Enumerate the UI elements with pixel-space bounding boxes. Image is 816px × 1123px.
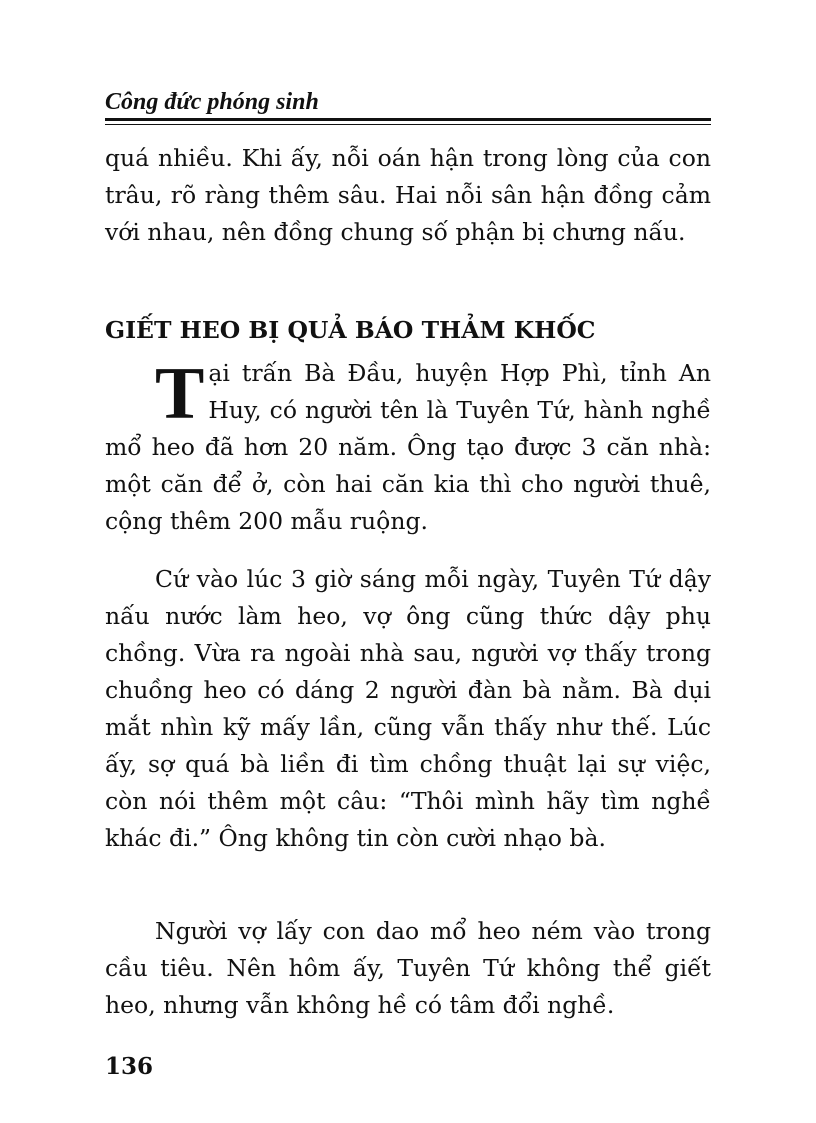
header-rule-thin <box>105 124 711 125</box>
body-paragraph-2-text: ại trấn Bà Đầu, huyện Hợp Phì, tỉnh An Huy, có người tên là Tuyên Tứ, hành nghề mổ heo đã hơn 20 năm. Ông tạo được 3 căn nhà: một căn để ở, còn hai căn kia thì cho người thuê, cộng thêm 200 mẫu ruộng. <box>105 359 711 535</box>
body-paragraph-3: Cứ vào lúc 3 giờ sáng mỗi ngày, Tuyên Tứ dậy nấu nước làm heo, vợ ông cũng thức dậy phụ chồng. Vừa ra ngoài nhà sau, người vợ thấy trong chuồng heo có dáng 2 người đàn bà nằm. Bà dụi mắt nhìn kỹ mấy lần, cũng vẫn thấy như thế. Lúc ấy, sợ quá bà liền đi tìm chồng thuật lại sự việc, còn nói thêm một câu: “Thôi mình hãy tìm nghề khác đi.” Ông không tin còn cười nhạo bà. <box>105 565 711 852</box>
body-paragraph-2 <box>105 355 711 540</box>
section-title: GIẾT HEO BỊ QUẢ BÁO THẢM KHỐC <box>105 316 596 344</box>
header-rule-thick <box>105 118 711 121</box>
running-header-title: Công đức phóng sinh <box>105 89 319 115</box>
body-paragraph-1: quá nhiều. Khi ấy, nỗi oán hận trong lòng của con trâu, rõ ràng thêm sâu. Hai nỗi sân hận đồng cảm với nhau, nên đồng chung số phận bị chưng nấu. <box>105 144 711 246</box>
page-number: 136 <box>105 1053 154 1080</box>
drop-cap-letter: T <box>155 353 205 435</box>
body-paragraph-4: Người vợ lấy con dao mổ heo ném vào trong cầu tiêu. Nên hôm ấy, Tuyên Tứ không thể giết heo, nhưng vẫn không hề có tâm đổi nghề. <box>105 917 711 1019</box>
